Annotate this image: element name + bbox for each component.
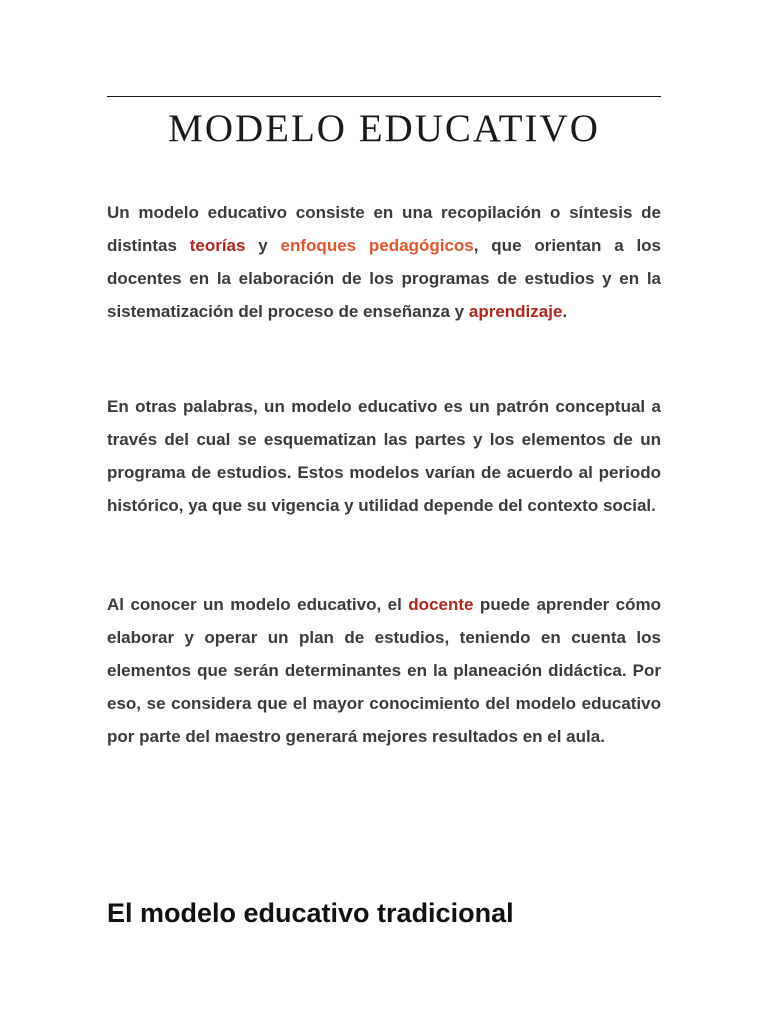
top-rule — [107, 96, 661, 97]
paragraph-text: puede aprender cómo elaborar y operar un plan de estudios, teniendo en cuenta los elementos que serán determinantes en la planeación didáctica. Por eso, se considera que el mayor conocimiento del modelo educativo por parte del maestro generará mejores resultados en el aula. — [107, 595, 661, 747]
paragraph-text: , que orientan a los docentes en la elaboración de los programas de estudios y en la sistematización del proceso de enseñanza y — [107, 236, 662, 322]
paragraph-text: . — [562, 302, 568, 322]
document-title: MODELO EDUCATIVO — [168, 107, 600, 150]
paragraph-docente — [107, 588, 661, 753]
paragraph-other-words: En otras palabras, un modelo educativo es un patrón conceptual a través del cual se esquematizan las partes y los elementos de un programa de estudios. Estos modelos varían de acuerdo al periodo histórico, ya que su vigencia y utilidad depende del contexto social. — [107, 397, 661, 516]
paragraph-text: Al conocer un modelo educativo, el — [107, 595, 409, 614]
teorias-link[interactable]: teorías — [189, 236, 246, 256]
docente-link[interactable]: docente — [408, 595, 474, 614]
enfoques-pedagogicos-link[interactable]: enfoques pedagógicos — [280, 236, 474, 256]
paragraph-text: Un modelo educativo consiste en una recopilación o síntesis de distintas — [107, 203, 661, 256]
paragraph-text: y — [245, 236, 281, 256]
paragraph-definition — [107, 196, 661, 328]
section-heading: El modelo educativo tradicional — [107, 898, 514, 928]
aprendizaje-link[interactable]: aprendizaje — [468, 302, 563, 322]
